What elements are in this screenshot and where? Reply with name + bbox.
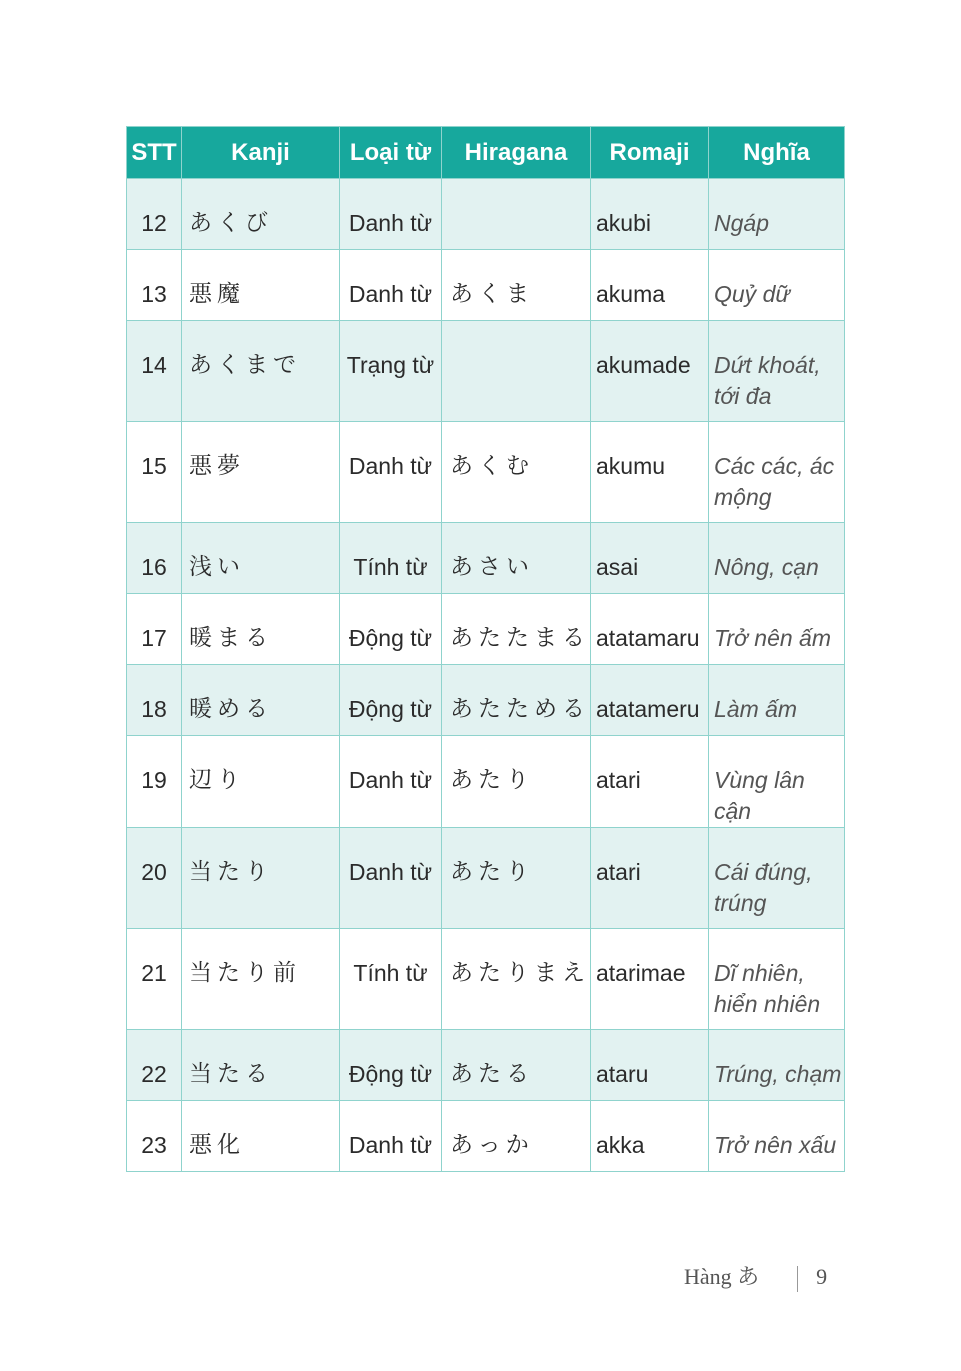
vocabulary-table	[126, 126, 845, 1172]
table-row	[127, 1101, 845, 1172]
header-romaji: Romaji	[591, 127, 709, 179]
cell-romaji: akka	[591, 1101, 709, 1172]
cell-stt: 14	[127, 321, 182, 422]
page-number: 9	[816, 1264, 828, 1289]
cell-romaji: asai	[591, 523, 709, 594]
cell-word-type: Trạng từ	[340, 321, 442, 422]
cell-kanji: 辺り	[182, 736, 340, 828]
cell-romaji: akumade	[591, 321, 709, 422]
cell-romaji: akumu	[591, 422, 709, 523]
cell-word-type: Danh từ	[340, 1101, 442, 1172]
header-word-type: Loại từ	[340, 127, 442, 179]
cell-word-type: Danh từ	[340, 422, 442, 523]
cell-hiragana: あくむ	[442, 422, 591, 523]
table-row	[127, 594, 845, 665]
table-row	[127, 929, 845, 1030]
cell-romaji: atatamaru	[591, 594, 709, 665]
cell-romaji: atari	[591, 828, 709, 929]
cell-meaning: Trở nên xấu	[709, 1101, 845, 1172]
table-row	[127, 736, 845, 828]
cell-kanji: 悪夢	[182, 422, 340, 523]
cell-romaji: atari	[591, 736, 709, 828]
table-row	[127, 179, 845, 250]
cell-meaning: Dứt khoát, tới đa	[709, 321, 845, 422]
cell-hiragana: あたたまる	[442, 594, 591, 665]
cell-word-type: Danh từ	[340, 828, 442, 929]
cell-hiragana: あっか	[442, 1101, 591, 1172]
cell-stt: 21	[127, 929, 182, 1030]
cell-stt: 15	[127, 422, 182, 523]
table-row	[127, 250, 845, 321]
cell-hiragana: あたり	[442, 736, 591, 828]
cell-kanji: あくび	[182, 179, 340, 250]
cell-meaning: Trúng, chạm	[709, 1030, 845, 1101]
cell-stt: 23	[127, 1101, 182, 1172]
cell-word-type: Danh từ	[340, 736, 442, 828]
header-kanji: Kanji	[182, 127, 340, 179]
cell-hiragana	[442, 179, 591, 250]
cell-meaning: Nông, cạn	[709, 523, 845, 594]
cell-meaning: Vùng lân cận	[709, 736, 845, 828]
cell-stt: 20	[127, 828, 182, 929]
page-footer	[684, 1262, 827, 1292]
table-header-row	[127, 127, 845, 179]
cell-meaning: Trở nên ấm	[709, 594, 845, 665]
cell-stt: 22	[127, 1030, 182, 1101]
cell-meaning: Dĩ nhiên, hiển nhiên	[709, 929, 845, 1030]
cell-hiragana: あたる	[442, 1030, 591, 1101]
cell-romaji: akubi	[591, 179, 709, 250]
cell-stt: 16	[127, 523, 182, 594]
cell-stt: 13	[127, 250, 182, 321]
cell-kanji: 浅い	[182, 523, 340, 594]
cell-word-type: Tính từ	[340, 929, 442, 1030]
cell-meaning: Cái đúng, trúng	[709, 828, 845, 929]
cell-hiragana: あさい	[442, 523, 591, 594]
cell-stt: 18	[127, 665, 182, 736]
table-row	[127, 422, 845, 523]
cell-romaji: akuma	[591, 250, 709, 321]
section-label: Hàng あ	[684, 1264, 760, 1289]
cell-word-type: Động từ	[340, 1030, 442, 1101]
cell-word-type: Danh từ	[340, 250, 442, 321]
cell-kanji: 悪魔	[182, 250, 340, 321]
cell-stt: 12	[127, 179, 182, 250]
cell-word-type: Danh từ	[340, 179, 442, 250]
header-stt: STT	[127, 127, 182, 179]
cell-hiragana: あたり	[442, 828, 591, 929]
table-row	[127, 321, 845, 422]
header-hiragana: Hiragana	[442, 127, 591, 179]
cell-meaning: Quỷ dữ	[709, 250, 845, 321]
cell-kanji: 当たり	[182, 828, 340, 929]
cell-hiragana: あくま	[442, 250, 591, 321]
table-row	[127, 665, 845, 736]
header-meaning: Nghĩa	[709, 127, 845, 179]
cell-kanji: 当たり前	[182, 929, 340, 1030]
cell-stt: 17	[127, 594, 182, 665]
cell-hiragana: あたりまえ	[442, 929, 591, 1030]
cell-romaji: atarimae	[591, 929, 709, 1030]
cell-word-type: Động từ	[340, 594, 442, 665]
cell-word-type: Tính từ	[340, 523, 442, 594]
table-row	[127, 1030, 845, 1101]
cell-romaji: ataru	[591, 1030, 709, 1101]
cell-kanji: 悪化	[182, 1101, 340, 1172]
footer-divider	[797, 1266, 798, 1292]
cell-meaning: Làm ấm	[709, 665, 845, 736]
cell-romaji: atatameru	[591, 665, 709, 736]
cell-hiragana	[442, 321, 591, 422]
cell-hiragana: あたためる	[442, 665, 591, 736]
cell-kanji: 暖まる	[182, 594, 340, 665]
cell-kanji: あくまで	[182, 321, 340, 422]
cell-kanji: 暖める	[182, 665, 340, 736]
cell-word-type: Động từ	[340, 665, 442, 736]
table-row	[127, 523, 845, 594]
cell-kanji: 当たる	[182, 1030, 340, 1101]
table-row	[127, 828, 845, 929]
cell-meaning: Các các, ác mộng	[709, 422, 845, 523]
cell-meaning: Ngáp	[709, 179, 845, 250]
cell-stt: 19	[127, 736, 182, 828]
